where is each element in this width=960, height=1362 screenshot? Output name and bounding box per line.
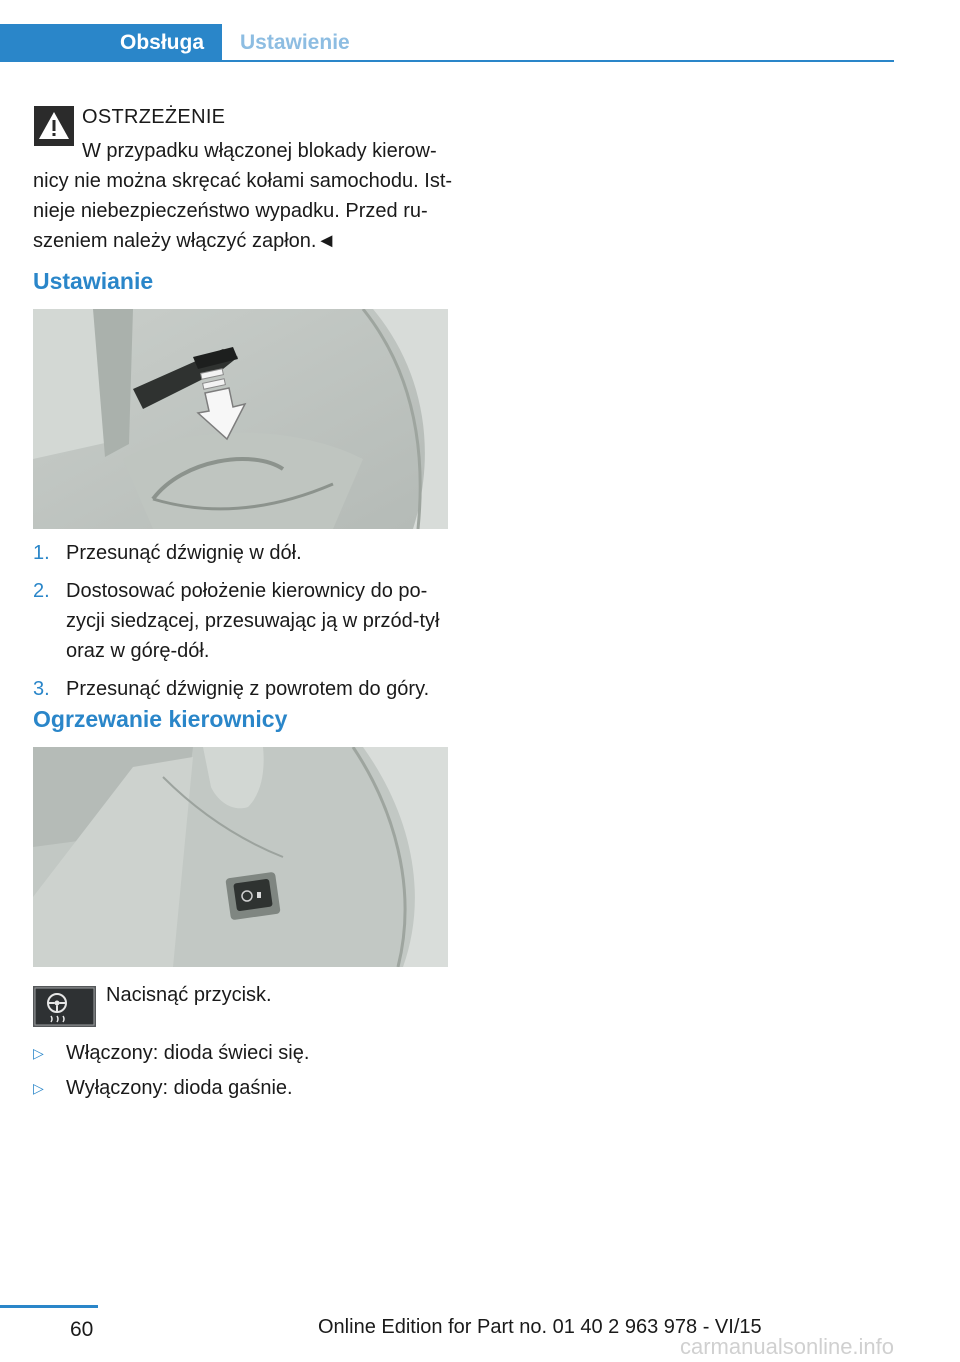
step-number: 2. xyxy=(33,580,50,602)
adjust-steps-list xyxy=(33,538,453,712)
list-item xyxy=(33,1038,309,1068)
section-heading-ustawianie: Ustawianie xyxy=(33,268,154,294)
edition-note: Online Edition for Part no. 01 40 2 963 978 - VI/15 xyxy=(318,1316,762,1338)
list-item xyxy=(33,576,453,666)
header-divider xyxy=(0,60,894,62)
header-bar xyxy=(0,24,894,62)
list-item xyxy=(33,1073,309,1103)
list-item xyxy=(33,538,453,568)
state-text: Włączony: dioda świeci się. xyxy=(66,1042,310,1064)
step-text: Dostosować położenie kierownicy do pozycji siedzącej, przesuwając ją w przód-tył oraz w górę-dół. xyxy=(66,580,440,662)
triangle-bullet-icon: ▷ xyxy=(33,1045,44,1061)
page-number: 60 xyxy=(70,1318,94,1341)
heating-button-illustration xyxy=(33,747,448,967)
section-heading-ogrzewanie: Ogrzewanie kierownicy xyxy=(33,706,288,732)
button-instruction: Nacisnąć przycisk. xyxy=(106,984,272,1006)
step-text: Przesunąć dźwignię z powrotem do góry. xyxy=(66,678,430,700)
tab-ustawienie[interactable]: Ustawienie xyxy=(240,31,350,54)
watermark: carmanualsonline.info xyxy=(680,1334,895,1359)
heating-states-list xyxy=(33,1038,309,1108)
step-number: 3. xyxy=(33,678,50,700)
list-item xyxy=(33,674,453,704)
tab-obsluga[interactable]: Obsługa xyxy=(0,24,222,62)
step-number: 1. xyxy=(33,542,50,564)
state-text: Wyłączony: dioda gaśnie. xyxy=(66,1077,293,1099)
warning-text: W przypadku włączonej blokady kierownicy nie można skręcać kołami samochodu. Istnieje niebezpieczeństwo wypadku. Przed ruszeniem należy włączyć zapłon.◄ xyxy=(33,140,453,252)
steering-wheel-heating-icon xyxy=(33,986,96,1027)
warning-title: OSTRZEŻENIE xyxy=(82,106,226,128)
step-text: Przesunąć dźwignię w dół. xyxy=(66,542,302,564)
footer-divider xyxy=(0,1305,98,1308)
steering-lever-illustration xyxy=(33,309,448,529)
triangle-bullet-icon: ▷ xyxy=(33,1080,44,1096)
